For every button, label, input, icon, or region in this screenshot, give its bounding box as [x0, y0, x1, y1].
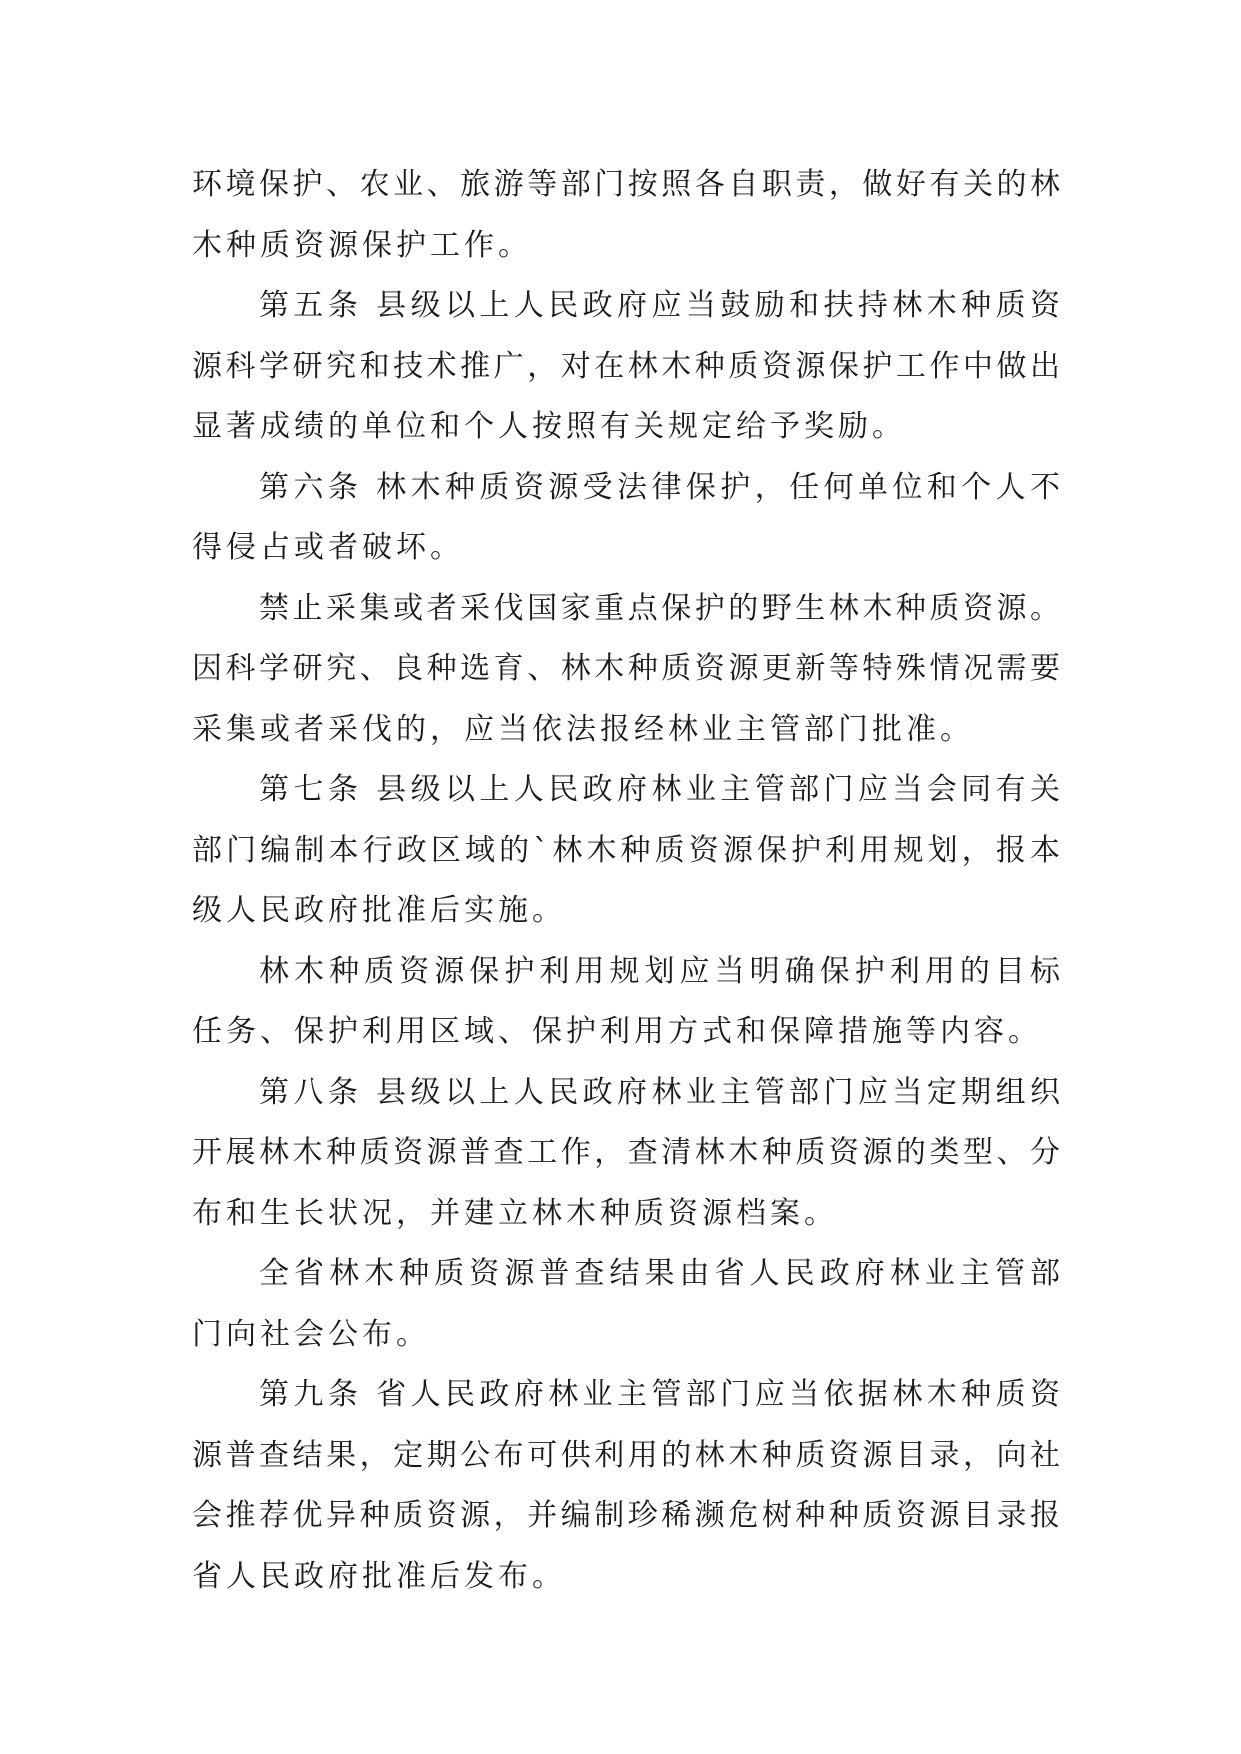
article-5-heading-line: 第五条 县级以上人民政府应当鼓励和扶持林木种质资: [259, 288, 1060, 323]
text-line: 省人民政府批准后发布。: [192, 1558, 566, 1594]
article-9-heading-line: 第九条 省人民政府林业主管部门应当依据林木种质资: [259, 1377, 1060, 1412]
article-7-heading-line: 第七条 县级以上人民政府林业主管部门应当会同有关: [259, 772, 1060, 807]
paragraph-start-line: 林木种质资源保护利用规划应当明确保护利用的目标: [259, 953, 1060, 989]
text-line: 级人民政府批准后实施。: [192, 893, 566, 928]
article-8-heading-line: 第八条 县级以上人民政府林业主管部门应当定期组织: [259, 1074, 1060, 1110]
text-line: 因科学研究、良种选育、林木种质资源更新等特殊情况需要: [192, 651, 1060, 686]
text-line: 布和生长状况，并建立林木种质资源档案。: [192, 1195, 838, 1231]
document-body: [192, 155, 1060, 1607]
text-line: 门向社会公布。: [192, 1316, 430, 1352]
text-line: 源普查结果，定期公布可供利用的林木种质资源目录，向社: [192, 1437, 1060, 1473]
text-line: 部门编制本行政区域的`林木种质资源保护利用规划，报本: [192, 832, 1060, 868]
text-line: 木种质资源保护工作。: [192, 227, 532, 263]
text-line: 开展林木种质资源普查工作，查清林木种质资源的类型、分: [192, 1135, 1060, 1170]
paragraph-start-line: 禁止采集或者采伐国家重点保护的野生林木种质资源。: [259, 590, 1060, 626]
paragraph-start-line: 全省林木种质资源普查结果由省人民政府林业主管部: [259, 1256, 1060, 1291]
text-line: 会推荐优异种质资源，并编制珍稀濒危树种种质资源目录报: [192, 1498, 1060, 1533]
article-6-heading-line: 第六条 林木种质资源受法律保护，任何单位和个人不: [259, 469, 1060, 505]
text-line: 环境保护、农业、旅游等部门按照各自职责，做好有关的林: [192, 167, 1060, 202]
text-line: 采集或者采伐的，应当依法报经林业主管部门批准。: [192, 711, 974, 747]
text-line: 显著成绩的单位和个人按照有关规定给予奖励。: [192, 409, 906, 444]
text-line: 源科学研究和技术推广，对在林木种质资源保护工作中做出: [192, 348, 1060, 384]
text-line: 得侵占或者破坏。: [192, 530, 464, 565]
text-line: 任务、保护利用区域、保护利用方式和保障措施等内容。: [192, 1014, 1042, 1049]
